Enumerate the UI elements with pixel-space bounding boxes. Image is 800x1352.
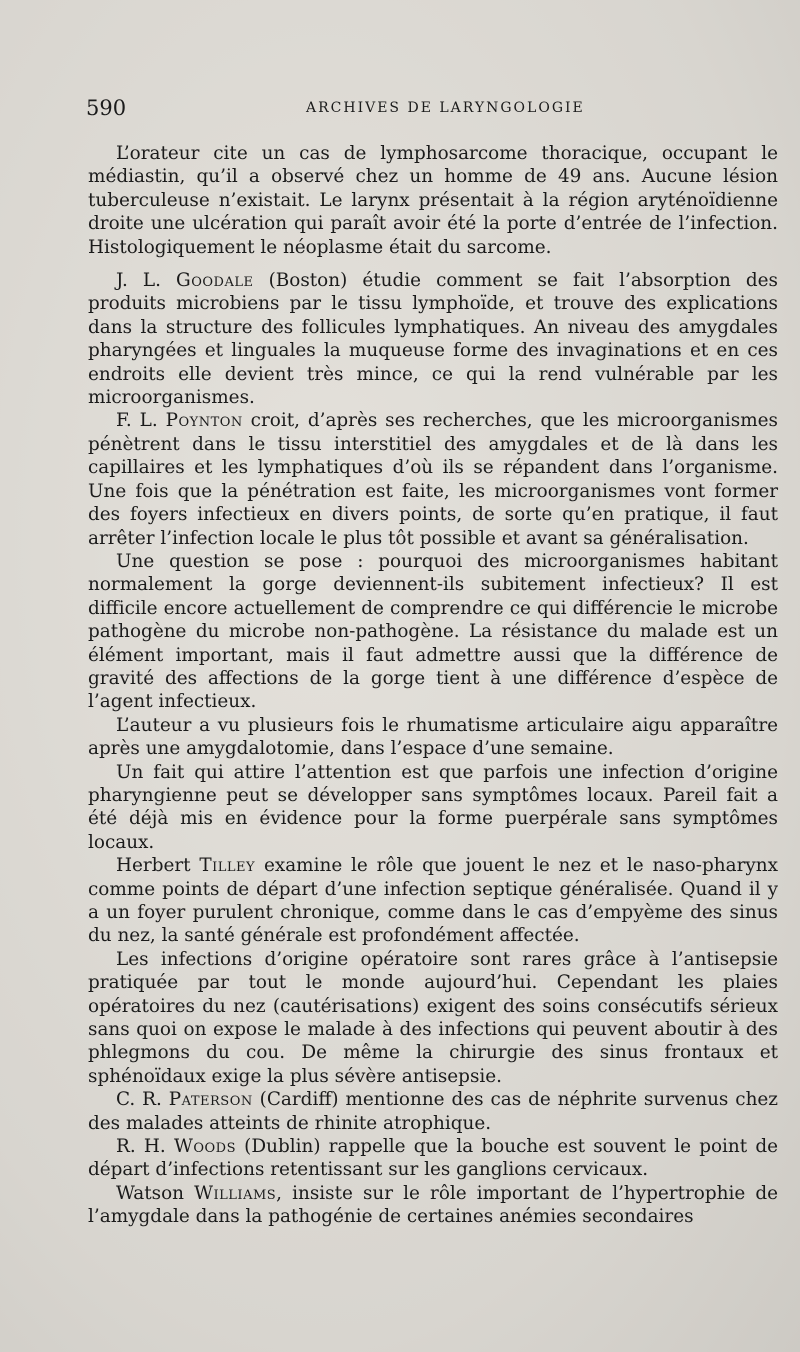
paragraph: R. H. Woods (Dublin) rappelle que la bouche est souvent le point de départ d’infections retentissant sur les ganglions cervicaux. bbox=[88, 1136, 778, 1181]
paragraph: L’orateur cite un cas de lymphosarcome thoracique, occupant le médiastin, qu’il a observé chez un homme de 49 ans. Aucune lésion tuberculeuse n’existait. Le larynx présentait à la région aryténoïdienne droite une ulcération qui paraît avoir été la porte d’entrée de l’infection. Histologiquement le néoplasme était du sarcome. bbox=[88, 143, 778, 258]
author-name: Woods bbox=[173, 1136, 236, 1158]
paragraph: Herbert Tilley examine le rôle que jouent le nez et le naso-pharynx comme points de départ d’une infection septique généralisée. Quand il y a un foyer purulent chronique, comme dans le cas d’empyème des sinus du nez, la santé générale est profondément affectée. bbox=[88, 855, 778, 947]
body-text bbox=[88, 142, 778, 1229]
paragraph: Un fait qui attire l’attention est que parfois une infection d’origine pharyngienne peut se développer sans symptômes locaux. Pareil fait a été déjà mis en évidence pour la forme puerpérale sans symptômes locaux. bbox=[88, 761, 778, 853]
author-name: Poynton bbox=[165, 410, 243, 432]
running-title: ARCHIVES DE LARYNGOLOGIE bbox=[306, 100, 585, 116]
paragraph: C. R. Paterson (Cardiff) mentionne des cas de néphrite survenus chez des malades atteints de rhinite atrophique. bbox=[88, 1089, 778, 1134]
page-number: 590 bbox=[86, 96, 127, 120]
paragraph: Une question se pose : pourquoi des microorganismes habitant normalement la gorge deviennent-ils subitement infectieux? Il est difficile encore actuellement de comprendre ce qui différencie le microbe pathogène du microbe non-pathogène. La résistance du malade est un élément important, mais il faut admettre aussi que la différence de gravité des affections de la gorge tient à une différence d’espèce de l’agent infectieux. bbox=[88, 550, 778, 713]
paragraph: F. L. Poynton croit, d’après ses recherches, que les microorganismes pénètrent dans le tissu interstitiel des amygdales et de là dans les capillaires et les lymphatiques d’où ils se répandent dans l’organisme. Une fois que la pénétration est faite, les microorganismes vont former des foyers infectieux en divers points, de sorte qu’en pratique, il faut arrêter l’infection locale le plus tôt possible et avant sa généralisation. bbox=[88, 410, 778, 549]
paragraph: Watson Williams, insiste sur le rôle important de l’hypertrophie de l’amygdale dans la pathogénie de certaines anémies secondaires bbox=[88, 1182, 778, 1228]
author-name: Paterson bbox=[168, 1089, 253, 1111]
author-name: Tilley bbox=[199, 855, 256, 877]
paragraph: J. L. Goodale (Boston) étudie comment se fait l’absorption des produits microbiens par le tissu lymphoïde, et trouve des explications dans la structure des follicules lymphatiques. An niveau des amygdales pharyngées et linguales la muqueuse forme des invaginations et en ces endroits elle devient très mince, ce qui la rend vulnérable par les microorganismes. bbox=[88, 270, 778, 409]
author-name: Williams bbox=[194, 1182, 277, 1204]
author-name: Goodale bbox=[176, 270, 254, 292]
page-header bbox=[86, 96, 786, 126]
paragraph: Les infections d’origine opératoire sont rares grâce à l’antisepsie pratiquée par tout le monde aujourd’hui. Cependant les plaies opératoires du nez (cautérisations) exigent des soins consécutifs sérieux sans quoi on expose le malade à des infections qui peuvent aboutir à des phlegmons du cou. De même la chirurgie des sinus frontaux et sphénoïdaux exige la plus sévère antisepsie. bbox=[88, 948, 778, 1087]
paragraph: L’auteur a vu plusieurs fois le rhumatisme articulaire aigu apparaître après une amygdalotomie, dans l’espace d’une semaine. bbox=[88, 714, 778, 760]
